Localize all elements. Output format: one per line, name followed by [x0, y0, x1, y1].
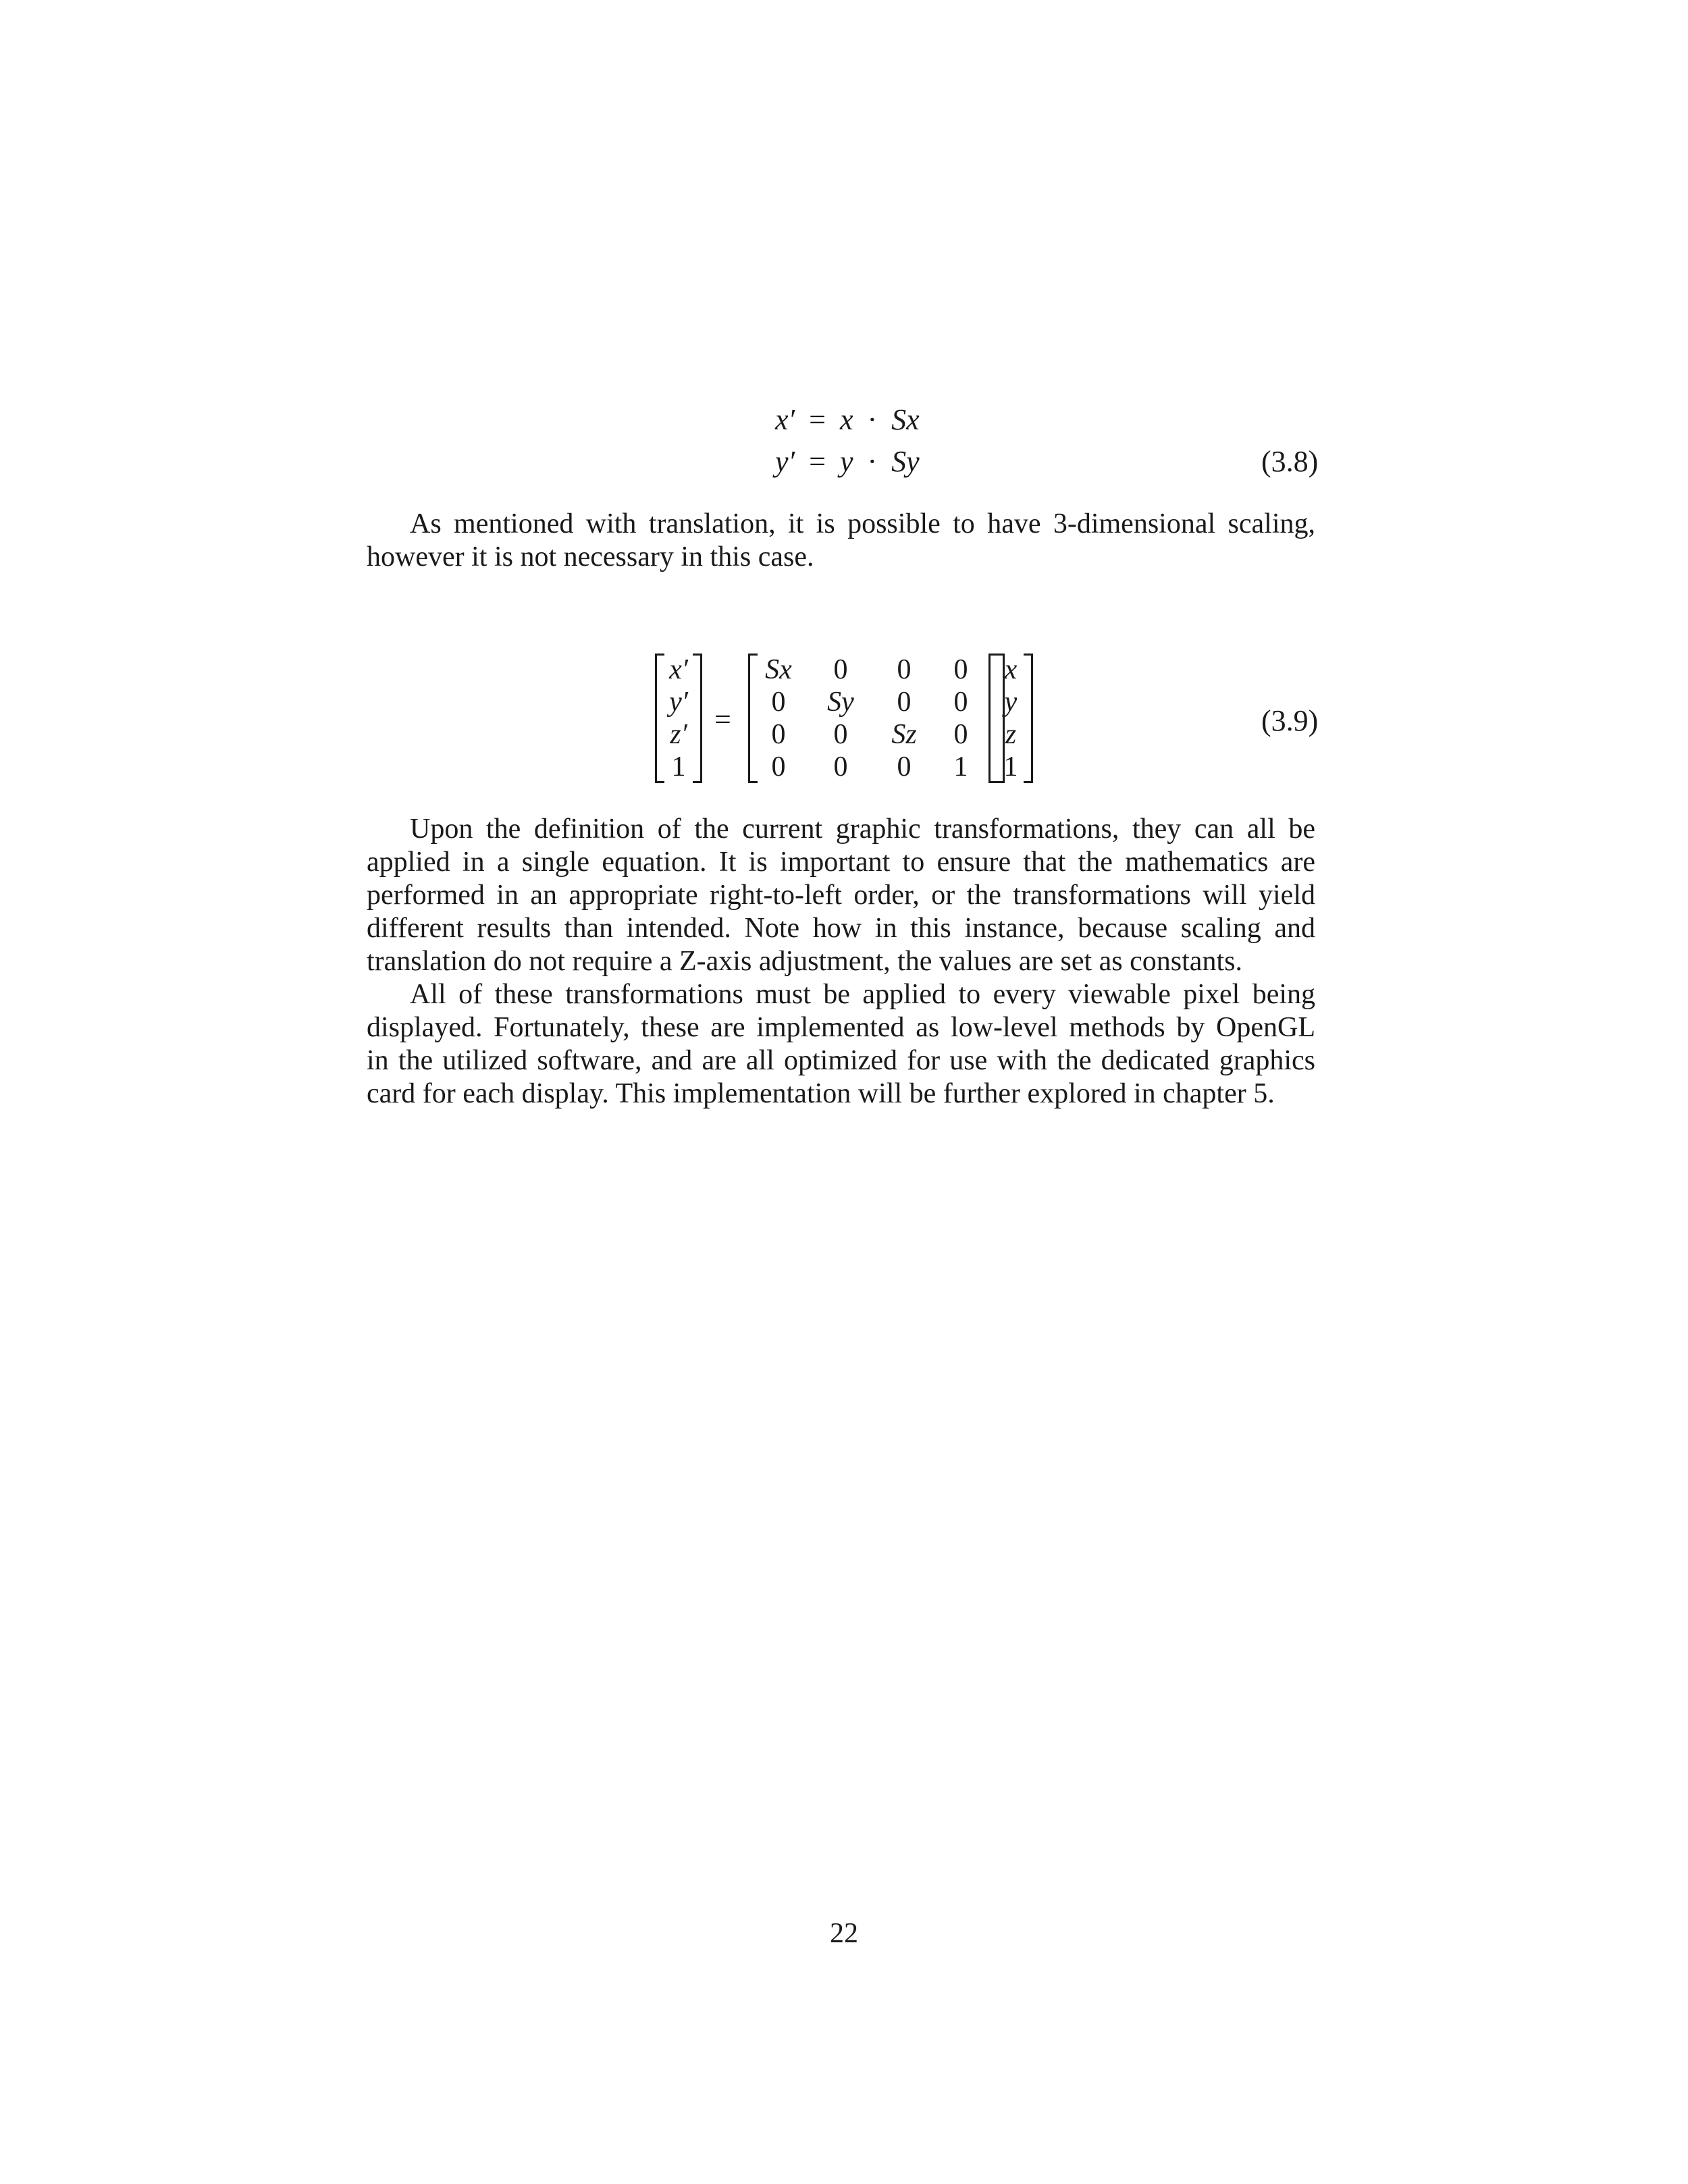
matrix-cell: 0	[897, 687, 912, 718]
paragraph-line: however it is not necessary in this case.	[367, 541, 814, 572]
matrix-cell: Sx	[765, 654, 792, 685]
matrix-cell: Sz	[891, 719, 917, 750]
equation-number-3-9: (3.9)	[1261, 704, 1319, 737]
vector-entry: y	[1004, 687, 1018, 718]
lhs-vector	[655, 654, 702, 783]
equals-sign: =	[714, 703, 731, 736]
paragraph-line: As mentioned with translation, it is possible to have 3-dimensional scaling,	[410, 508, 1315, 539]
paragraph-line: All of these transformations must be applied to every viewable pixel being	[410, 979, 1315, 1010]
matrix-cell: 0	[771, 719, 786, 750]
vector-entry: 1	[671, 751, 686, 782]
paragraph-scaling-note	[367, 508, 1315, 574]
equation-number-3-8: (3.8)	[1261, 445, 1319, 478]
rhs-vector	[988, 654, 1033, 783]
matrix-cell: 0	[953, 654, 968, 685]
paragraph-line: performed in an appropriate right-to-left order, or the transformations will yield	[367, 880, 1315, 911]
matrix-cell: 0	[771, 751, 786, 782]
matrix-cell: Sy	[827, 687, 854, 718]
matrix-cell: 0	[953, 719, 968, 750]
equation-3-8-line-2: y′ = y · Sy	[775, 445, 920, 478]
paragraph-line: displayed. Fortunately, these are implemented as low-level methods by OpenGL	[367, 1012, 1315, 1043]
matrix-cell: 0	[771, 687, 786, 718]
paragraph-line: card for each display. This implementation will be further explored in chapter 5.	[367, 1078, 1275, 1109]
paragraph-line: in the utilized software, and are all optimized for use with the dedicated graphics	[367, 1045, 1315, 1076]
paragraph-opengl-implementation	[367, 978, 1315, 1111]
paragraph-line: translation do not require a Z-axis adjustment, the values are set as constants.	[367, 946, 1242, 977]
scaling-matrix	[748, 654, 1005, 783]
paragraph-transformation-order	[367, 813, 1315, 978]
vector-entry: x	[1004, 654, 1018, 685]
matrix-cell: 0	[833, 751, 848, 782]
matrix-cell: 0	[833, 719, 848, 750]
vector-entry: z	[1005, 719, 1017, 750]
matrix-cell: 1	[953, 751, 968, 782]
vector-entry: x′	[669, 654, 688, 685]
vector-entry: z′	[670, 719, 687, 750]
matrix-cell: 0	[833, 654, 848, 685]
matrix-cell: 0	[897, 751, 912, 782]
paragraph-line: applied in a single equation. It is important to ensure that the mathematics are	[367, 847, 1315, 878]
page-number: 22	[830, 1918, 858, 1949]
matrix-cell: 0	[953, 687, 968, 718]
equation-3-8-line-1: x′ = x · Sx	[775, 403, 920, 436]
matrix-cell: 0	[897, 654, 912, 685]
paragraph-line: Upon the definition of the current graphic transformations, they can all be	[410, 814, 1315, 845]
vector-entry: y′	[669, 687, 688, 718]
vector-entry: 1	[1003, 751, 1018, 782]
paragraph-line: different results than intended. Note how in this instance, because scaling and	[367, 913, 1315, 944]
